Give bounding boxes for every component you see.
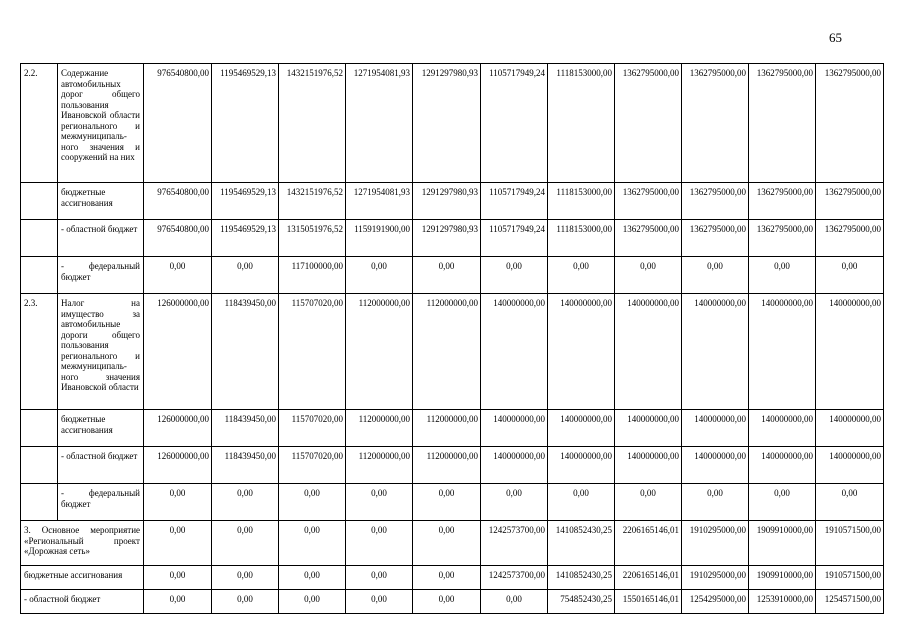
value-cell: 126000000,00: [144, 447, 212, 484]
value-cell: 2206165146,01: [615, 566, 682, 590]
row-label: бюджетные ассигнования: [58, 410, 144, 447]
value-cell: 140000000,00: [816, 410, 884, 447]
value-cell: 140000000,00: [481, 447, 548, 484]
value-cell: 754852430,25: [548, 590, 615, 614]
value-cell: 1118153000,00: [548, 220, 615, 257]
row-label: - областной бюджет: [21, 590, 144, 614]
row-label: Налог на имущество за автомобильные дороги общего пользования регионального и межмуниципального значения Ивановской области: [58, 294, 144, 410]
table-row: [21, 64, 884, 183]
value-cell: 0,00: [144, 521, 212, 566]
value-cell: 1362795000,00: [749, 183, 816, 220]
value-cell: 1432151976,52: [279, 183, 346, 220]
value-cell: 0,00: [413, 521, 481, 566]
value-cell: 0,00: [413, 590, 481, 614]
value-cell: 1315051976,52: [279, 220, 346, 257]
value-cell: 1195469529,13: [212, 183, 279, 220]
value-cell: 1118153000,00: [548, 64, 615, 183]
value-cell: 1242573700,00: [481, 566, 548, 590]
row-label: - федеральный бюджет: [58, 484, 144, 521]
row-label: - областной бюджет: [58, 220, 144, 257]
value-cell: 0,00: [682, 257, 749, 294]
row-code: [21, 220, 58, 257]
page-number: 65: [829, 30, 842, 45]
value-cell: 1362795000,00: [816, 183, 884, 220]
table-row: [21, 183, 884, 220]
value-cell: 0,00: [346, 484, 413, 521]
row-code: [21, 410, 58, 447]
value-cell: 1410852430,25: [548, 521, 615, 566]
value-cell: 0,00: [413, 566, 481, 590]
row-label: Содержание автомобильных дорог общего пользования Ивановской области регионального и межмуниципального значения и сооружений на них: [58, 64, 144, 183]
value-cell: 1362795000,00: [682, 64, 749, 183]
value-cell: 0,00: [212, 257, 279, 294]
value-cell: 1909910000,00: [749, 521, 816, 566]
value-cell: 1195469529,13: [212, 220, 279, 257]
row-label: 3. Основное мероприятие «Региональный проект «Дорожная сеть»: [21, 521, 144, 566]
table-body: [21, 64, 884, 614]
value-cell: 140000000,00: [816, 294, 884, 410]
table-row: [21, 410, 884, 447]
value-cell: 1118153000,00: [548, 183, 615, 220]
value-cell: 118439450,00: [212, 294, 279, 410]
value-cell: 126000000,00: [144, 410, 212, 447]
value-cell: 0,00: [144, 484, 212, 521]
value-cell: 115707020,00: [279, 410, 346, 447]
value-cell: 140000000,00: [682, 410, 749, 447]
value-cell: 112000000,00: [413, 294, 481, 410]
value-cell: 118439450,00: [212, 447, 279, 484]
value-cell: 112000000,00: [413, 447, 481, 484]
value-cell: 0,00: [816, 484, 884, 521]
value-cell: 112000000,00: [346, 447, 413, 484]
value-cell: 1105717949,24: [481, 220, 548, 257]
table-row: [21, 257, 884, 294]
row-code: 2.3.: [21, 294, 58, 410]
row-code: [21, 447, 58, 484]
table-row: [21, 484, 884, 521]
table-row: [21, 294, 884, 410]
value-cell: 0,00: [279, 566, 346, 590]
value-cell: 1362795000,00: [615, 220, 682, 257]
row-label: - федеральный бюджет: [58, 257, 144, 294]
value-cell: 0,00: [144, 590, 212, 614]
value-cell: 0,00: [346, 590, 413, 614]
value-cell: 1271954081,93: [346, 183, 413, 220]
value-cell: 0,00: [615, 257, 682, 294]
value-cell: 1362795000,00: [749, 64, 816, 183]
value-cell: 1105717949,24: [481, 183, 548, 220]
value-cell: 1291297980,93: [413, 183, 481, 220]
value-cell: 115707020,00: [279, 447, 346, 484]
value-cell: 115707020,00: [279, 294, 346, 410]
value-cell: 0,00: [413, 257, 481, 294]
value-cell: 0,00: [279, 484, 346, 521]
value-cell: 118439450,00: [212, 410, 279, 447]
value-cell: 1291297980,93: [413, 220, 481, 257]
value-cell: 0,00: [212, 590, 279, 614]
value-cell: 0,00: [413, 484, 481, 521]
value-cell: 1550165146,01: [615, 590, 682, 614]
value-cell: 976540800,00: [144, 64, 212, 183]
value-cell: 0,00: [212, 484, 279, 521]
value-cell: 1195469529,13: [212, 64, 279, 183]
value-cell: 1909910000,00: [749, 566, 816, 590]
value-cell: 0,00: [548, 484, 615, 521]
table-row: [21, 590, 884, 614]
value-cell: 2206165146,01: [615, 521, 682, 566]
row-label: бюджетные ассигнования: [21, 566, 144, 590]
value-cell: 0,00: [144, 257, 212, 294]
value-cell: 1362795000,00: [816, 64, 884, 183]
value-cell: 112000000,00: [346, 294, 413, 410]
value-cell: 1362795000,00: [615, 64, 682, 183]
value-cell: 0,00: [144, 566, 212, 590]
value-cell: 1159191900,00: [346, 220, 413, 257]
value-cell: 140000000,00: [548, 294, 615, 410]
row-label: бюджетные ассигнования: [58, 183, 144, 220]
value-cell: 1910295000,00: [682, 521, 749, 566]
value-cell: 0,00: [279, 521, 346, 566]
value-cell: 1362795000,00: [816, 220, 884, 257]
row-code: 2.2.: [21, 64, 58, 183]
value-cell: 0,00: [481, 590, 548, 614]
value-cell: 1362795000,00: [682, 220, 749, 257]
value-cell: 140000000,00: [682, 447, 749, 484]
value-cell: 0,00: [749, 484, 816, 521]
value-cell: 126000000,00: [144, 294, 212, 410]
value-cell: 112000000,00: [346, 410, 413, 447]
value-cell: 0,00: [816, 257, 884, 294]
value-cell: 1432151976,52: [279, 64, 346, 183]
value-cell: 0,00: [749, 257, 816, 294]
value-cell: 1254295000,00: [682, 590, 749, 614]
value-cell: 0,00: [212, 566, 279, 590]
value-cell: 140000000,00: [481, 294, 548, 410]
budget-table: [20, 63, 884, 614]
value-cell: 140000000,00: [548, 410, 615, 447]
value-cell: 1362795000,00: [749, 220, 816, 257]
row-code: [21, 484, 58, 521]
value-cell: 1410852430,25: [548, 566, 615, 590]
value-cell: 1254571500,00: [816, 590, 884, 614]
row-code: [21, 257, 58, 294]
value-cell: 112000000,00: [413, 410, 481, 447]
value-cell: 140000000,00: [816, 447, 884, 484]
value-cell: 0,00: [346, 566, 413, 590]
value-cell: 140000000,00: [615, 447, 682, 484]
value-cell: 0,00: [346, 257, 413, 294]
value-cell: 117100000,00: [279, 257, 346, 294]
value-cell: 140000000,00: [481, 410, 548, 447]
value-cell: 1910295000,00: [682, 566, 749, 590]
value-cell: 0,00: [481, 484, 548, 521]
row-label: - областной бюджет: [58, 447, 144, 484]
value-cell: 1910571500,00: [816, 566, 884, 590]
value-cell: 0,00: [212, 521, 279, 566]
value-cell: 140000000,00: [548, 447, 615, 484]
value-cell: 0,00: [346, 521, 413, 566]
value-cell: 140000000,00: [749, 410, 816, 447]
table-row: [21, 566, 884, 590]
row-code: [21, 183, 58, 220]
value-cell: 1362795000,00: [682, 183, 749, 220]
value-cell: 1242573700,00: [481, 521, 548, 566]
value-cell: 140000000,00: [615, 294, 682, 410]
value-cell: 140000000,00: [749, 294, 816, 410]
table-row: [21, 447, 884, 484]
value-cell: 140000000,00: [682, 294, 749, 410]
value-cell: 0,00: [682, 484, 749, 521]
value-cell: 1253910000,00: [749, 590, 816, 614]
value-cell: 0,00: [481, 257, 548, 294]
value-cell: 1362795000,00: [615, 183, 682, 220]
value-cell: 140000000,00: [615, 410, 682, 447]
value-cell: 1910571500,00: [816, 521, 884, 566]
value-cell: 976540800,00: [144, 220, 212, 257]
value-cell: 1105717949,24: [481, 64, 548, 183]
value-cell: 0,00: [279, 590, 346, 614]
value-cell: 976540800,00: [144, 183, 212, 220]
value-cell: 1291297980,93: [413, 64, 481, 183]
value-cell: 0,00: [548, 257, 615, 294]
table-row: [21, 521, 884, 566]
value-cell: 0,00: [615, 484, 682, 521]
value-cell: 1271954081,93: [346, 64, 413, 183]
table-row: [21, 220, 884, 257]
value-cell: 140000000,00: [749, 447, 816, 484]
